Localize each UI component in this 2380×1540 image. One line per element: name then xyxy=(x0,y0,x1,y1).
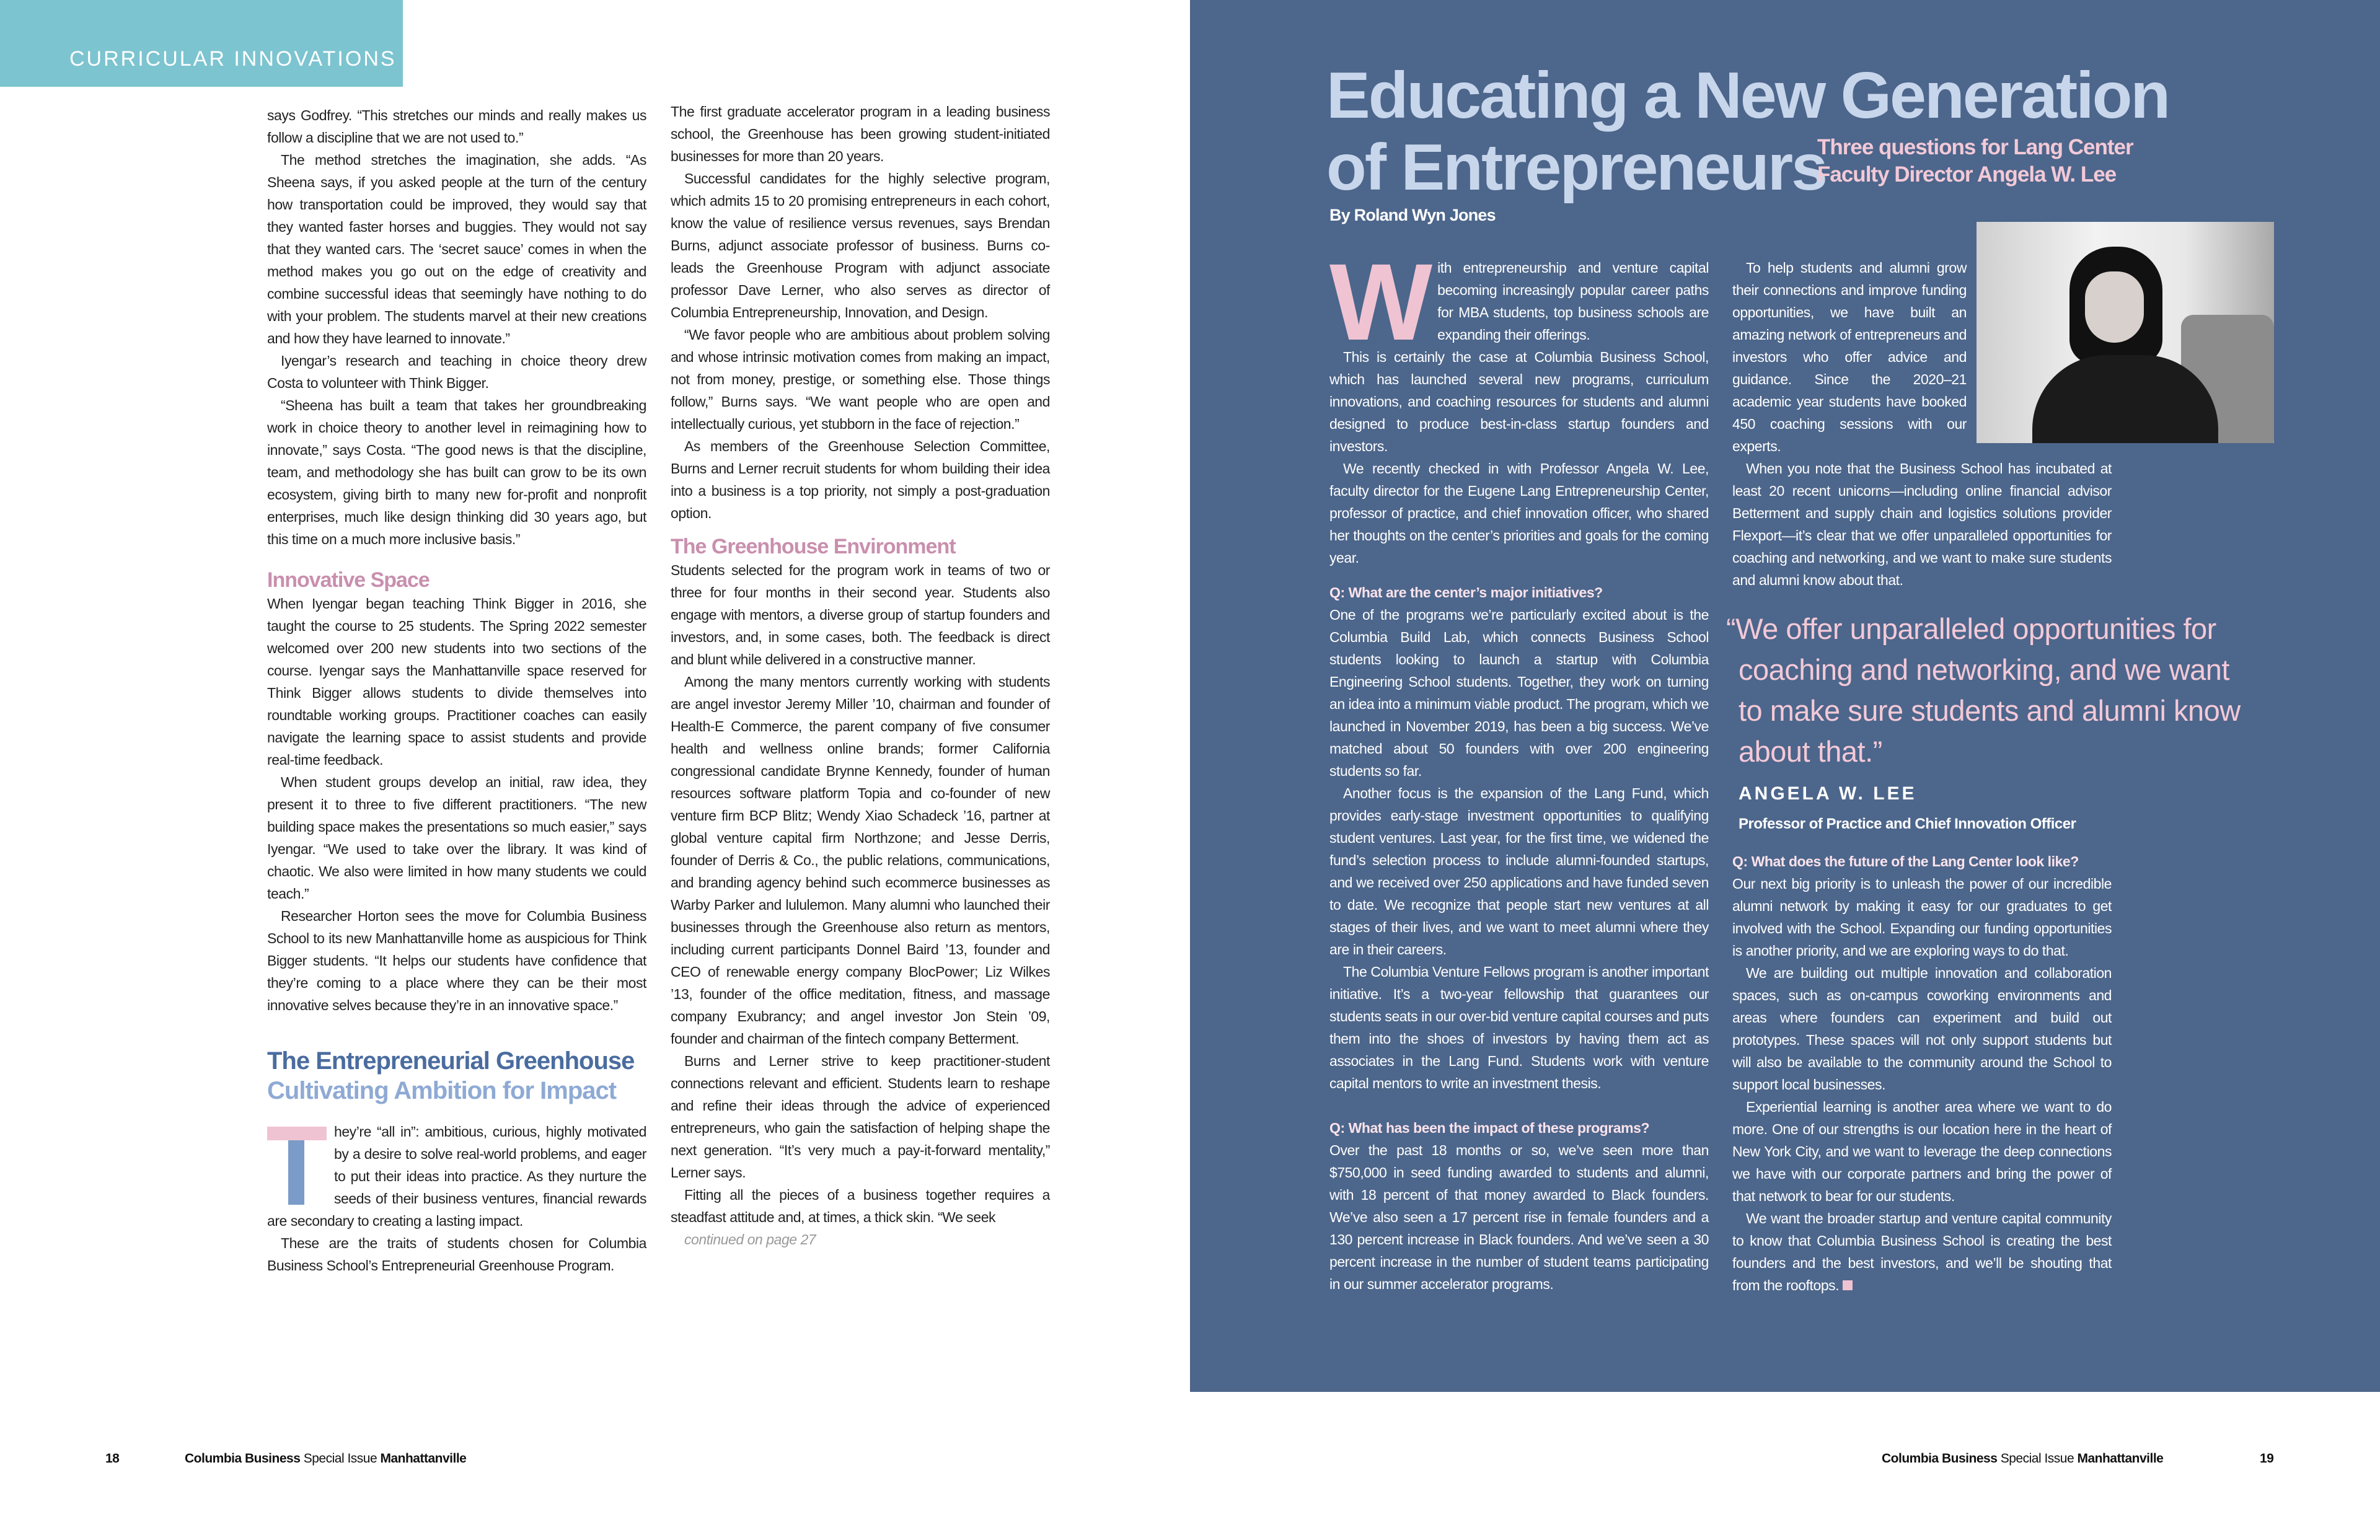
paragraph: When student groups develop an initial, raw idea, they present it to three to five different practitioners. “The new building space makes the presentations so much easier,” says Iyengar. “We used to take over the library. It was kind of chaotic. We also were limited in how many students we could teach.” xyxy=(267,774,646,902)
paragraph: Iyengar’s research and teaching in choice theory drew Costa to volunteer with Think Bigger. xyxy=(267,353,646,391)
sidebar-title: The Entrepreneurial Greenhouse xyxy=(267,1047,635,1075)
paragraph: Experiential learning is another area where we want to do more. One of our strengths is our location here in the heart of New York City, and we want to leverage the deep connections we have with our corporate partners and bring the power of that network to bear for our students. xyxy=(1732,1099,2112,1204)
paragraph: says Godfrey. “This stretches our minds and really makes us follow a discipline that we are not used to.” xyxy=(267,107,646,146)
drop-cap-t xyxy=(267,1127,327,1205)
paragraph: ith entrepreneurship and venture capital becoming increasingly popular career paths for MBA students, top business schools are expanding their offerings. xyxy=(1437,260,1709,343)
issue-label: Special Issue xyxy=(303,1451,377,1466)
paragraph: We are building out multiple innovation and collaboration spaces, such as on-campus coworking environments and areas where founders can experiment and build out prototypes. These spaces will not only support students but will also be available to the community around the School to support local businesses. xyxy=(1732,965,2112,1093)
portrait-photo xyxy=(1977,222,2274,443)
paragraph: The method stretches the imagination, she adds. “As Sheena says, if you asked people at the turn of the century how transportation could be improved, they would say that they wanted faster horses and buggies. They would not say that they wanted cars. The ‘secret sauce’ comes in when the method makes you go out on the edge of creativity and combine successful ideas that seemingly have nothing to do with your problem. The students marvel at their new creations and how they have learned to innovate.” xyxy=(267,152,646,346)
question: Q: What are the center’s major initiatives? xyxy=(1329,584,1603,601)
edition-label: Manhattanville xyxy=(2077,1451,2164,1466)
right-column-1 xyxy=(1329,242,1709,1295)
paragraph: Researcher Horton sees the move for Columbia Business School to its new Manhattanville home as auspicious for Think Bigger students. “It helps our students have confidence that they’re coming to a place where they can be their most innovative selves because they’re in an innovative space.” xyxy=(267,908,646,1013)
paragraph: Fitting all the pieces of a business together requires a steadfast attitude and, at times, a thick skin. “We seek xyxy=(671,1187,1050,1225)
paragraph: Burns and Lerner strive to keep practitioner-student connections relevant and efficient. Students learn to reshape and refine their ideas through the advice of experienced entrepreneurs, who gain the satisfaction of helping shape the next generation. “It’s very much a pay-it-forward mentality,” Lerner says. xyxy=(671,1053,1050,1181)
title-line: Educating a New Generation xyxy=(1326,59,2169,132)
right-column-2-mid xyxy=(1732,457,2112,591)
magazine-name: Columbia Business xyxy=(185,1451,301,1466)
byline: By Roland Wyn Jones xyxy=(1329,206,1496,224)
end-mark-icon xyxy=(1843,1280,1853,1290)
paragraph: Over the past 18 months or so, we’ve seen more than $750,000 in seed funding awarded to students and alumni, with 18 percent of that money awarded to Black founders. We’ve also seen a 17 percent rise in female founders and a 130 percent increase in Black founders. And we’ve seen a 30 percent increase in the number of student teams participating in our summer accelerator programs. xyxy=(1329,1142,1709,1292)
pull-quote: “We offer unparalleled opportunities for coaching and networking, and we want to make sure students and alumni know about that.” xyxy=(1726,612,2241,768)
page-number-right: 19 xyxy=(2260,1451,2274,1466)
section-label: CURRICULAR INNOVATIONS xyxy=(69,47,397,71)
drop-cap-w: W xyxy=(1329,242,1429,363)
subheading: Innovative Space xyxy=(267,568,430,592)
paragraph-text: We want the broader startup and venture capital community to know that Columbia Business School is creating the best founders and the best investors, and we’ll be shouting that from the rooftops. xyxy=(1732,1210,2112,1293)
sidebar-subtitle: Cultivating Ambition for Impact xyxy=(267,1077,617,1104)
paragraph: One of the programs we’re particularly excited about is the Columbia Build Lab, which connects Business School students looking to launch a startup with Columbia Engineering School students. Together, they work on turning an idea into a minimum viable product. The program, which we launched in November 2019, has been a big success. We’ve matched about 50 founders with over 200 engineering students so far. xyxy=(1329,607,1709,779)
paragraph: As members of the Greenhouse Selection Committee, Burns and Lerner recruit students for whom building their idea into a business is a top priority, not simply a post-graduation option. xyxy=(671,438,1050,521)
right-column-2-top xyxy=(1732,257,1967,457)
question: Q: What does the future of the Lang Center look like? xyxy=(1732,853,2079,869)
paragraph: To help students and alumni grow their connections and improve funding opportunities, we have built an amazing network of entrepreneurs and investors who offer advice and guidance. Since the 2020–21 academic year students have booked 450 coaching sessions with our experts. xyxy=(1732,260,1967,454)
paragraph: The first graduate accelerator program in a leading business school, the Greenhouse has been growing student-initiated businesses for more than 20 years. xyxy=(671,103,1050,164)
paragraph: The Columbia Venture Fellows program is another important initiative. It’s a two-year fellowship that guarantees our students seats in our over-bid venture capital courses and puts them into the shoes of investors by having them act as associates in the Lang Fund. Students work with venture capital mentors to write an investment thesis. xyxy=(1329,964,1709,1091)
subtitle-line: Faculty Director Angela W. Lee xyxy=(1817,162,2117,187)
paragraph: When Iyengar began teaching Think Bigger in 2016, she taught the course to 25 students. The Spring 2022 semester welcomed over 200 new students into two sections of the course. Iyengar says the Manhattanville space reserved for Think Bigger allows students to divide themselves into roundtable working groups. Practitioner coaches can easily navigate the learning space to assist students and provide real-time feedback. xyxy=(267,596,646,768)
right-column-2-bottom xyxy=(1732,850,2112,1296)
quote-attribution-title: Professor of Practice and Chief Innovation Officer xyxy=(1739,816,2076,832)
paragraph: Another focus is the expansion of the Lang Fund, which provides early-stage investment opportunities to qualifying student ventures. Last year, for the first time, we widened the fund’s selection process to include alumni-founded startups, and we received over 250 applications and have funded seven to date. We recognize that people start new ventures at all stages of their lives, and we want to meet alumni where they are in their careers. xyxy=(1329,785,1709,957)
footer-left xyxy=(185,1451,466,1466)
paragraph: hey’re “all in”: ambitious, curious, highly motivated by a desire to solve real-world problems, and eager to put their ideas into practice. As they nurture the seeds of their business ventures, financial rewards are secondary to creating a lasting impact. xyxy=(267,1124,646,1229)
quote-attribution-name: ANGELA W. LEE xyxy=(1739,783,1917,804)
left-column-1 xyxy=(267,104,646,1277)
paragraph: Among the many mentors currently working with students are angel investor Jeremy Miller ’10, chairman and founder of Health-E Commerce, the parent company of five consumer health and wellness online brands; former California congressional candidate Brynne Kennedy, founder of human resources software platform Topia and co-founder of new venture firm BCP Blitz; Wendy Xiao Schadeck ’16, partner at global venture capital firm Northzone; and Jesse Derris, founder of Derris & Co., the public relations, communications, and branding agency behind such ecommerce businesses as Warby Parker and lululemon. Many alumni who launched their businesses through the Greenhouse also return as mentors, including current participants Donnel Baird ’13, founder and CEO of renewable energy company BlocPower; Liz Wilkes ’13, founder of the office meditation, fitness, and massage company Exubrancy; and angel investor Jon Stein ’09, founder and chairman of the fintech company Betterment. xyxy=(671,674,1050,1047)
title-line: of Entrepreneurs xyxy=(1326,131,1827,204)
paragraph: Our next big priority is to unleash the power of our incredible alumni network by making it easy for our graduates to get involved with the School. Expanding our funding opportunities is another priority, and we are exploring ways to do that. xyxy=(1732,876,2112,959)
paragraph: Successful candidates for the highly selective program, which admits 15 to 20 promising entrepreneurs in each cohort, know the value of resilience versus revenues, says Brendan Burns, adjunct associate professor of business. Burns co-leads the Greenhouse Program with adjunct associate professor Dave Lerner, who also serves as director of Columbia Entrepreneurship, Innovation, and Design. xyxy=(671,170,1050,320)
subtitle-line: Three questions for Lang Center xyxy=(1817,135,2133,159)
subheading: The Greenhouse Environment xyxy=(671,535,956,558)
paragraph: “We favor people who are ambitious about problem solving and whose intrinsic motivation comes from making an impact, not from money, prestige, or something else. Those things follow,” Burns says. “We want people who are open and intellectually curious, yet stubborn in the face of rejection.” xyxy=(671,327,1050,432)
article-subtitle xyxy=(1817,134,2133,188)
edition-label: Manhattanville xyxy=(380,1451,467,1466)
continued-link[interactable]: continued on page 27 xyxy=(684,1231,816,1247)
paragraph: This is certainly the case at Columbia Business School, which has launched several new programs, curriculum innovations, and coaching resources for students and alumni designed to produce best-in-class startup founders and investors. xyxy=(1329,349,1709,454)
section-header xyxy=(0,0,403,87)
magazine-name: Columbia Business xyxy=(1882,1451,1998,1466)
paragraph: These are the traits of students chosen for Columbia Business School’s Entrepreneurial Greenhouse Program. xyxy=(267,1235,646,1274)
paragraph: Students selected for the program work in teams of two or three for four months in their second year. Students also engage with mentors, a diverse group of startup founders and investors, and, in some cases, both. The feedback is direct and blunt while delivered in a constructive manner. xyxy=(671,562,1050,667)
page-number-left: 18 xyxy=(105,1451,120,1466)
left-column-2 xyxy=(671,100,1050,1251)
question: Q: What has been the impact of these programs? xyxy=(1329,1120,1650,1136)
issue-label: Special Issue xyxy=(2000,1451,2074,1466)
paragraph xyxy=(1732,1207,2112,1296)
paragraph: “Sheena has built a team that takes her groundbreaking work in choice theory to another level in reimagining how to innovate,” says Costa. “The good news is that the discipline, team, and methodology she has built can grow to be its own ecosystem, giving birth to many new for-profit and nonprofit enterprises, much like design thinking did 30 years ago, but this time on a much more inclusive basis.” xyxy=(267,397,646,547)
paragraph: When you note that the Business School has incubated at least 20 recent unicorns—including online financial advisor Betterment and supply chain and logistics solutions provider Flexport—it’s clear that we offer unparalleled opportunities for coaching and networking, and we want to make sure students and alumni know about that. xyxy=(1732,460,2112,588)
footer-right xyxy=(1882,1451,2163,1466)
paragraph: We recently checked in with Professor Angela W. Lee, faculty director for the Eugene Lang Entrepreneurship Center, professor of practice, and chief innovation officer, who shared her thoughts on the center’s priorities and goals for the coming year. xyxy=(1329,460,1709,566)
